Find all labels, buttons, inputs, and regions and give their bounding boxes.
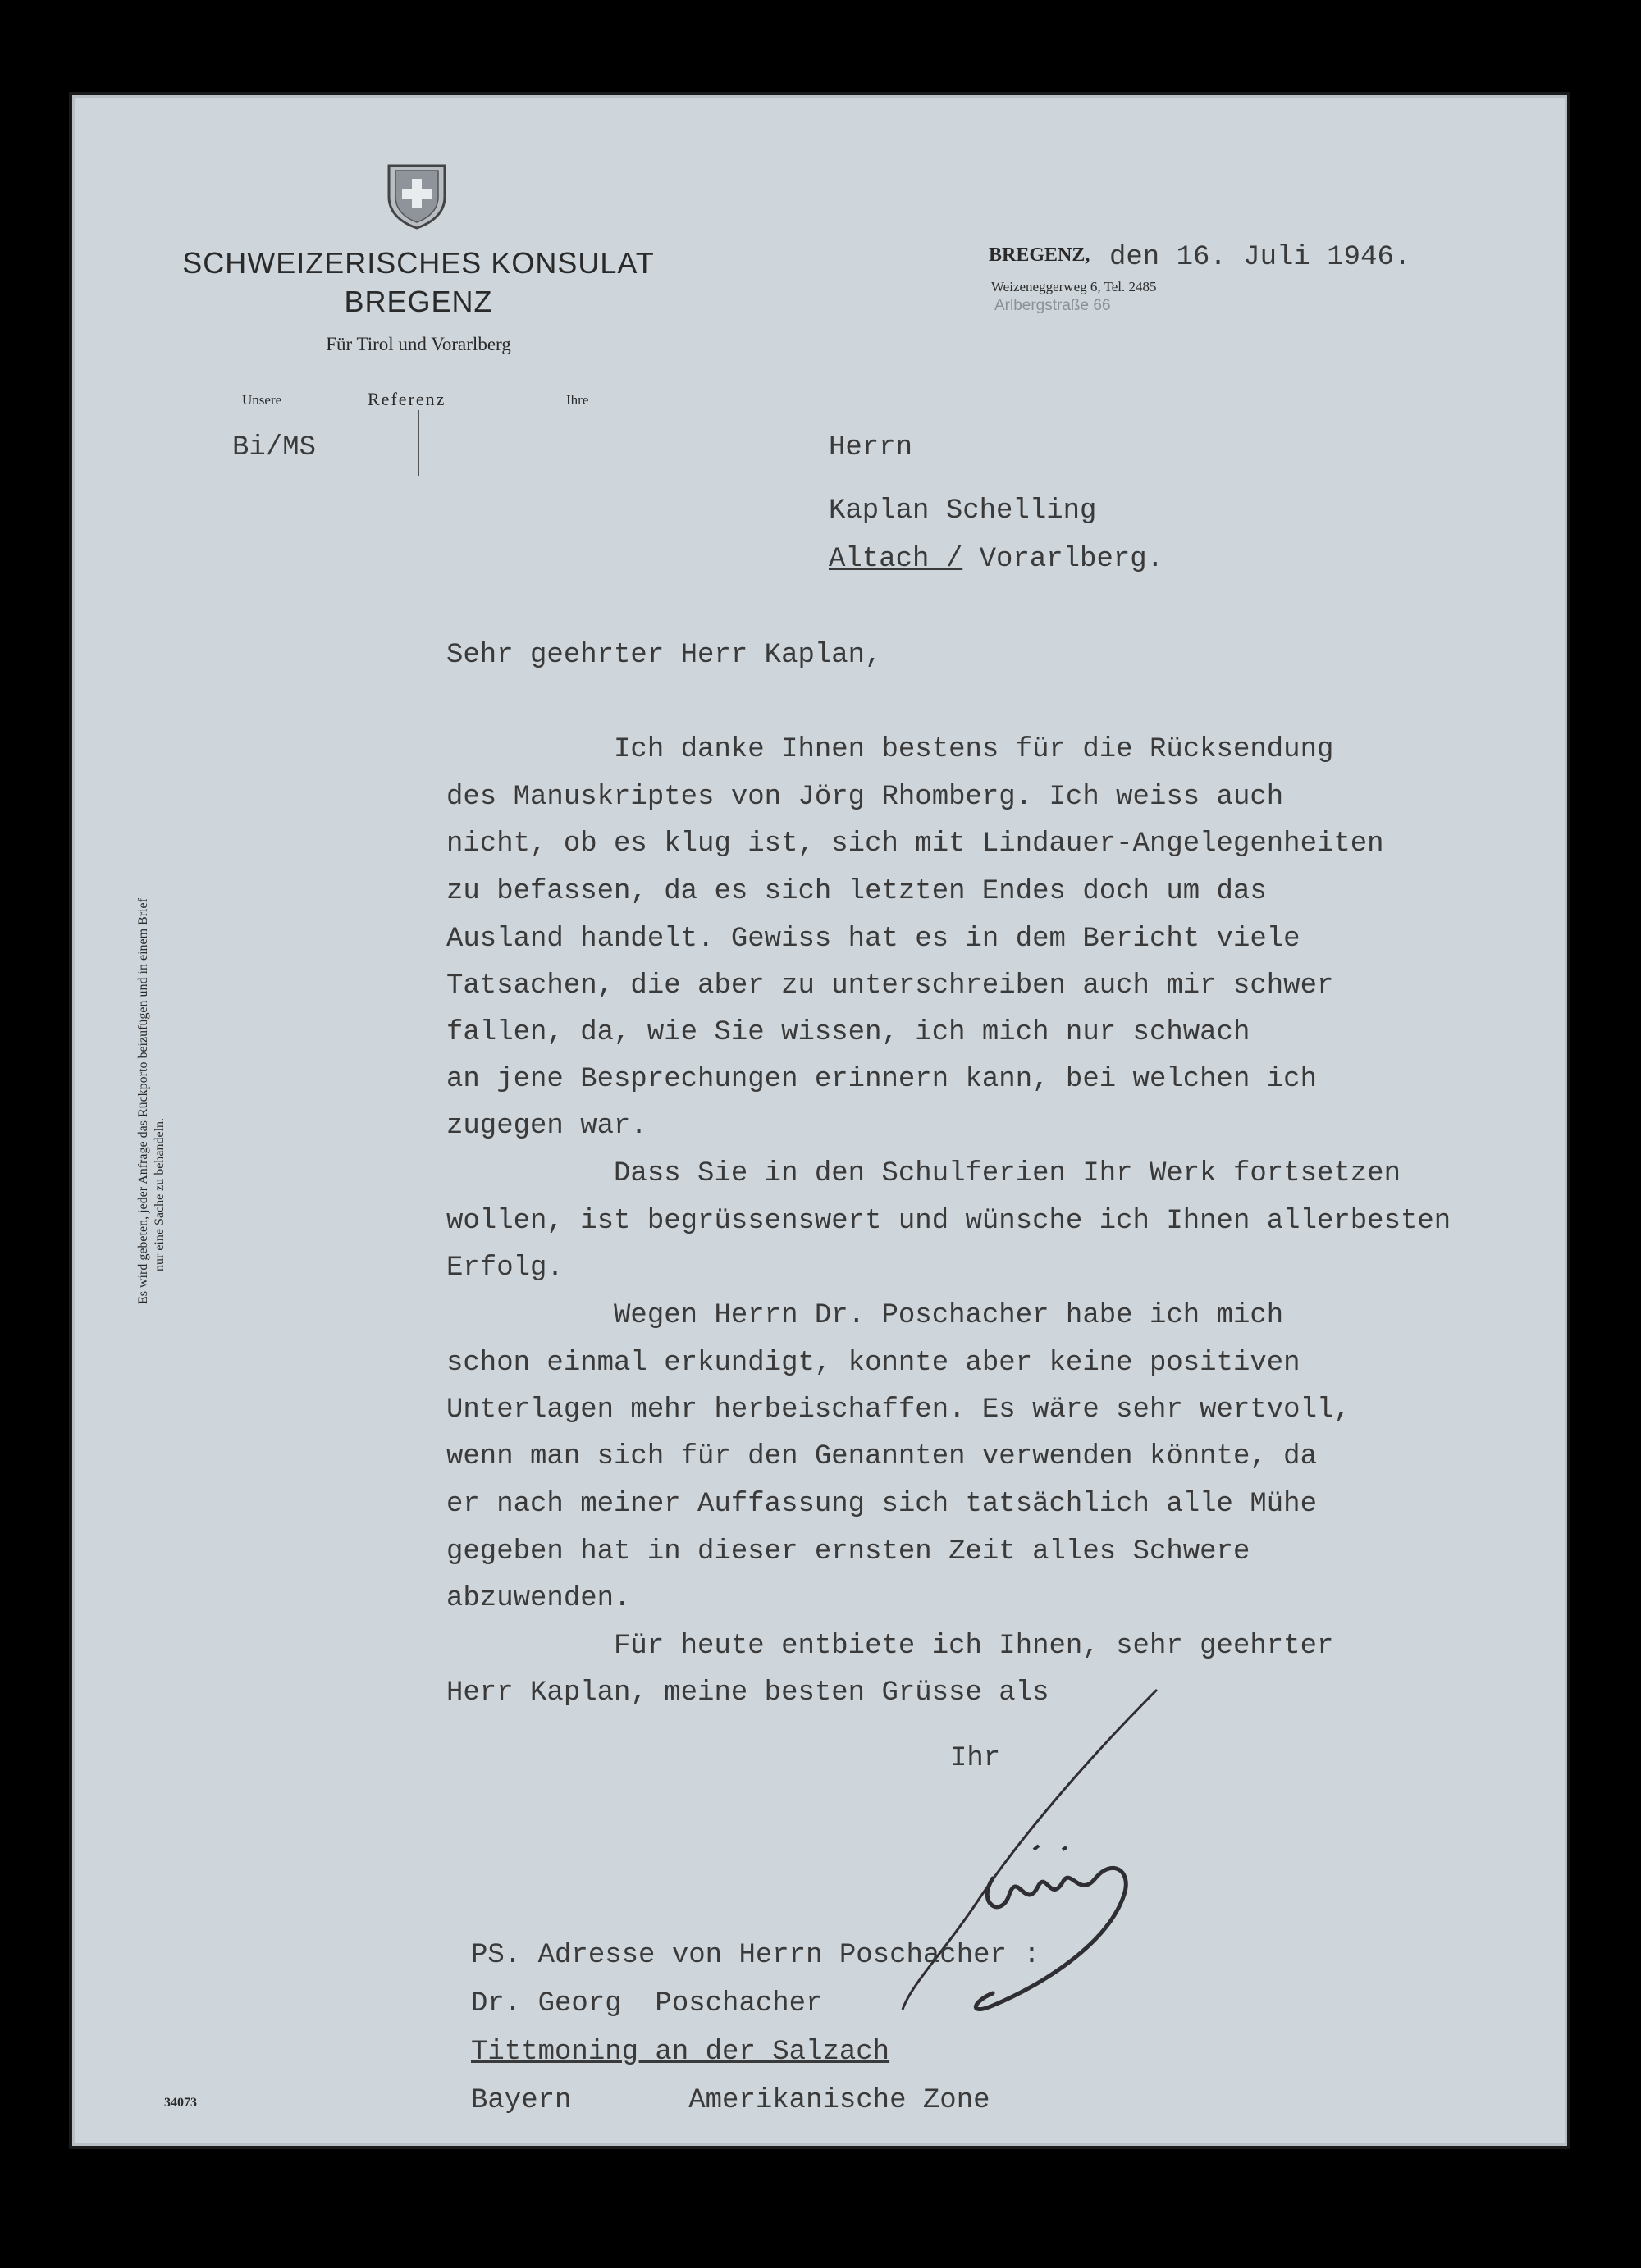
recipient-region: Vorarlberg.	[962, 544, 1164, 575]
consulate-jurisdiction: Für Tirol und Vorarlberg	[326, 334, 511, 354]
place-name: BREGENZ,	[989, 244, 1090, 266]
body-line: Tatsachen, die aber zu unterschreiben auch mir schwer	[446, 970, 1334, 1002]
ihre-label: Ihre	[566, 392, 589, 408]
closing-ihr: Ihr	[950, 1743, 1001, 1774]
recipient-line3	[829, 544, 1163, 575]
body-line: abzuwenden.	[446, 1583, 631, 1614]
ps-line2: Dr. Georg Poschacher	[471, 1988, 823, 2019]
form-number: 34073	[164, 2096, 197, 2110]
recipient-line2: Kaplan Schelling	[829, 495, 1097, 527]
ps-line1: PS. Adresse von Herrn Poschacher :	[471, 1940, 1040, 1971]
body-line: Für heute entbiete ich Ihnen, sehr geehrter	[446, 1631, 1334, 1662]
handwritten-signature	[894, 1673, 1173, 2034]
sidebar-note-line1: Es wird gebeten, jeder Anfrage das Rückporto beizufügen und in einem Brief	[136, 898, 150, 1304]
consulate-title-line1: SCHWEIZERISCHES KONSULAT	[182, 246, 655, 280]
reference-divider	[418, 410, 419, 476]
consulate-name	[139, 244, 697, 321]
salutation: Sehr geehrter Herr Kaplan,	[446, 640, 882, 671]
body-line: Wegen Herrn Dr. Poschacher habe ich mich	[446, 1300, 1284, 1331]
body-line: Ich danke Ihnen bestens für die Rücksendung	[446, 734, 1334, 765]
old-address-stamp: Arlbergstraße 66	[994, 297, 1111, 314]
ps-line3: Tittmoning an der Salzach	[471, 2037, 890, 2068]
body-line: schon einmal erkundigt, konnte aber keine positiven	[446, 1348, 1300, 1379]
body-line: Ausland handelt. Gewiss hat es in dem Bericht viele	[446, 924, 1300, 955]
body-line: Herr Kaplan, meine besten Grüsse als	[446, 1677, 1049, 1709]
body-line: nicht, ob es klug ist, sich mit Lindauer-Angelegenheiten	[446, 828, 1384, 860]
consulate-title-line2: BREGENZ	[344, 285, 493, 318]
body-line: gegeben hat in dieser ernsten Zeit alles Schwere	[446, 1536, 1250, 1568]
body-line: zugegen war.	[446, 1111, 647, 1142]
body-line: Erfolg.	[446, 1253, 564, 1284]
recipient-town: Altach /	[829, 544, 963, 575]
referenz-label: Referenz	[368, 389, 446, 409]
recipient-line1: Herrn	[829, 432, 913, 463]
ps-line4: Bayern Amerikanische Zone	[471, 2085, 990, 2116]
letter-date: den 16. Juli 1946.	[1109, 242, 1411, 273]
body-line: des Manuskriptes von Jörg Rhomberg. Ich weiss auch	[446, 782, 1284, 813]
body-line: er nach meiner Auffassung sich tatsächlich alle Mühe	[446, 1489, 1317, 1520]
body-line: wenn man sich für den Genannten verwenden könnte, da	[446, 1441, 1317, 1472]
letter-paper	[72, 95, 1567, 2146]
swiss-crest-icon	[384, 161, 450, 230]
sidebar-note	[135, 714, 168, 1304]
consulate-address: Weizeneggerweg 6, Tel. 2485	[991, 279, 1157, 294]
body-line: Dass Sie in den Schulferien Ihr Werk fortsetzen	[446, 1158, 1401, 1189]
sidebar-note-line2: nur eine Sache zu behandeln.	[153, 1117, 167, 1271]
body-line: an jene Besprechungen erinnern kann, bei welchen ich	[446, 1064, 1317, 1095]
body-line: Unterlagen mehr herbeischaffen. Es wäre sehr wertvoll,	[446, 1394, 1351, 1426]
body-line: fallen, da, wie Sie wissen, ich mich nur schwach	[446, 1017, 1250, 1048]
body-line: wollen, ist begrüssenswert und wünsche ich Ihnen allerbesten	[446, 1206, 1451, 1237]
unsere-label: Unsere	[242, 392, 282, 408]
our-reference-value: Bi/MS	[232, 432, 317, 463]
body-line: zu befassen, da es sich letzten Endes doch um das	[446, 876, 1267, 907]
